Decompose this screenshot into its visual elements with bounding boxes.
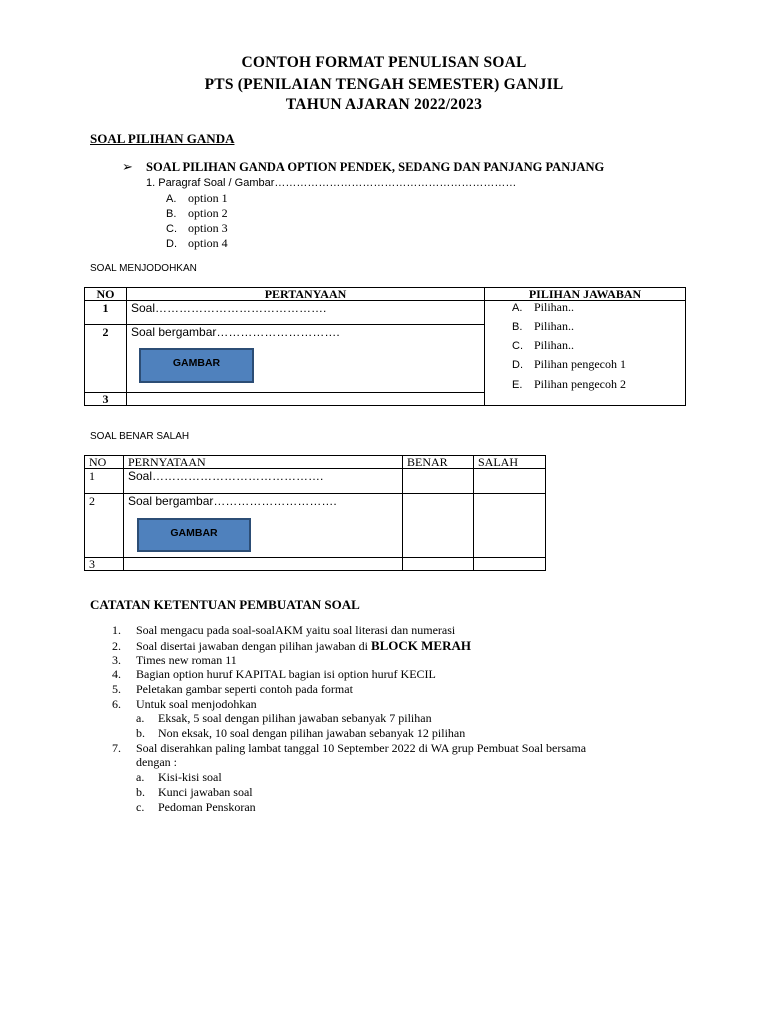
catatan-item-3 <box>112 653 237 668</box>
item-text: Soal mengacu pada soal-soalAKM yaitu soal literasi dan numerasi <box>136 623 456 637</box>
header-benar: BENAR <box>403 456 474 469</box>
sub-text: Pedoman Penskoran <box>158 800 256 814</box>
doc-title-line-3: TAHUN AJARAN 2022/2023 <box>285 96 483 113</box>
header-salah: SALAH <box>474 456 546 469</box>
row-3-benar <box>403 558 474 571</box>
sub-text: Kunci jawaban soal <box>158 785 253 799</box>
choice-text: Pilihan.. <box>534 300 575 314</box>
sub-letter: a. <box>136 770 145 784</box>
option-letter: A. <box>166 193 177 205</box>
option-a <box>166 191 228 206</box>
row-3-pernyataan <box>124 558 403 571</box>
option-c <box>166 221 228 236</box>
choice-letter: E. <box>512 379 523 391</box>
benar-salah-table <box>84 455 546 571</box>
choice-letter: C. <box>512 340 523 352</box>
sub-letter: c. <box>136 800 145 814</box>
item-text: Bagian option huruf KAPITAL bagian isi option huruf KECIL <box>136 667 436 681</box>
item-text: Soal disertai jawaban dengan pilihan jawaban di <box>136 639 371 653</box>
sub-text: Non eksak, 10 soal dengan pilihan jawaban sebanyak 12 pilihan <box>158 726 466 740</box>
option-d <box>166 236 228 251</box>
header-pilihan-jawaban: PILIHAN JAWABAN <box>485 288 686 301</box>
choice-letter: B. <box>512 321 523 333</box>
choice-letter: A. <box>512 302 523 314</box>
row-3-soal <box>127 393 485 406</box>
section-heading-benar-salah: SOAL BENAR SALAH <box>90 431 190 442</box>
catatan-item-6 <box>112 697 257 712</box>
sub-letter: b. <box>136 785 145 799</box>
item-text: Soal diserahkan paling lambat tanggal 10 September 2022 di WA grup Pembuat Soal bersama <box>136 741 587 755</box>
catatan-item-4 <box>112 667 436 682</box>
row-2-no: 2 <box>85 494 124 558</box>
header-no: NO <box>85 456 124 469</box>
item-number: 3. <box>112 653 121 667</box>
question-1-paragraph: 1. Paragraf Soal / Gambar………………………………………………………… <box>146 177 517 189</box>
row-3-no: 3 <box>85 393 127 406</box>
item-text: Peletakan gambar seperti contoh pada format <box>136 682 353 696</box>
choice-letter: D. <box>512 359 523 371</box>
catatan-item-6a <box>136 711 432 726</box>
row-2-pernyataan: Soal bergambar…………………………. <box>124 494 403 558</box>
section-heading-catatan: CATATAN KETENTUAN PEMBUATAN SOAL <box>90 597 360 612</box>
option-letter: C. <box>166 223 177 235</box>
choice-text: Pilihan pengecoh 1 <box>534 357 626 371</box>
item-text: Untuk soal menjodohkan <box>136 697 257 711</box>
catatan-item-7-continuation: dengan : <box>136 755 177 769</box>
choice-text: Pilihan.. <box>534 338 575 352</box>
catatan-item-7b <box>136 785 253 800</box>
row-1-benar <box>403 469 474 494</box>
row-2-no: 2 <box>85 325 127 393</box>
item-number: 5. <box>112 682 121 696</box>
option-text: option 1 <box>188 191 228 205</box>
gambar-placeholder-image: GAMBAR <box>137 518 251 552</box>
choice-e <box>512 377 626 392</box>
row-2-soal: Soal bergambar…………………………. <box>127 325 485 393</box>
catatan-item-1 <box>112 623 455 638</box>
sub-text: Eksak, 5 soal dengan pilihan jawaban sebanyak 7 pilihan <box>158 711 432 725</box>
header-pernyataan: PERNYATAAN <box>124 456 403 469</box>
choice-text: Pilihan pengecoh 2 <box>534 377 626 391</box>
choice-c <box>512 338 574 353</box>
catatan-item-5 <box>112 682 353 697</box>
row-1-no: 1 <box>85 301 127 325</box>
choice-text: Pilihan.. <box>534 319 575 333</box>
option-letter: B. <box>166 208 177 220</box>
row-3-salah <box>474 558 546 571</box>
option-text: option 2 <box>188 206 228 220</box>
arrow-bullet-icon: ➢ <box>122 159 133 174</box>
sub-letter: a. <box>136 711 145 725</box>
row-1-no: 1 <box>85 469 124 494</box>
subheading-pilihan-ganda: SOAL PILIHAN GANDA OPTION PENDEK, SEDANG DAN PANJANG PANJANG <box>146 160 605 174</box>
option-text: option 4 <box>188 236 228 250</box>
catatan-item-7c <box>136 800 256 815</box>
row-2-benar <box>403 494 474 558</box>
option-text: option 3 <box>188 221 228 235</box>
gambar-placeholder-image: GAMBAR <box>139 348 254 383</box>
row-1-soal: Soal……………………………………. <box>127 301 485 325</box>
option-letter: D. <box>166 238 177 250</box>
doc-title-line-1: CONTOH FORMAT PENULISAN SOAL <box>241 54 527 71</box>
item-number: 1. <box>112 623 121 637</box>
choice-a <box>512 300 574 315</box>
item-number: 6. <box>112 697 121 711</box>
item-text: Times new roman 11 <box>136 653 237 667</box>
row-1-pernyataan: Soal……………………………………. <box>124 469 403 494</box>
section-heading-menjodohkan: SOAL MENJODOHKAN <box>90 263 197 274</box>
item-number: 7. <box>112 741 121 755</box>
catatan-item-6b <box>136 726 465 741</box>
option-b <box>166 206 228 221</box>
catatan-item-7 <box>112 741 586 756</box>
item-text-bold: BLOCK MERAH <box>370 638 471 653</box>
item-number: 2. <box>112 639 121 653</box>
catatan-item-2 <box>112 638 471 654</box>
header-pertanyaan: PERTANYAAN <box>127 288 485 301</box>
doc-title-line-2: PTS (PENILAIAN TENGAH SEMESTER) GANJIL <box>204 76 564 93</box>
choice-d <box>512 357 626 372</box>
catatan-item-7a <box>136 770 222 785</box>
sub-text: Kisi-kisi soal <box>158 770 222 784</box>
row-2-salah <box>474 494 546 558</box>
item-number: 4. <box>112 667 121 681</box>
row-1-salah <box>474 469 546 494</box>
section-heading-pilihan-ganda: SOAL PILIHAN GANDA <box>90 131 235 146</box>
row-3-no: 3 <box>85 558 124 571</box>
sub-letter: b. <box>136 726 145 740</box>
header-no: NO <box>85 288 127 301</box>
choice-b <box>512 319 574 334</box>
